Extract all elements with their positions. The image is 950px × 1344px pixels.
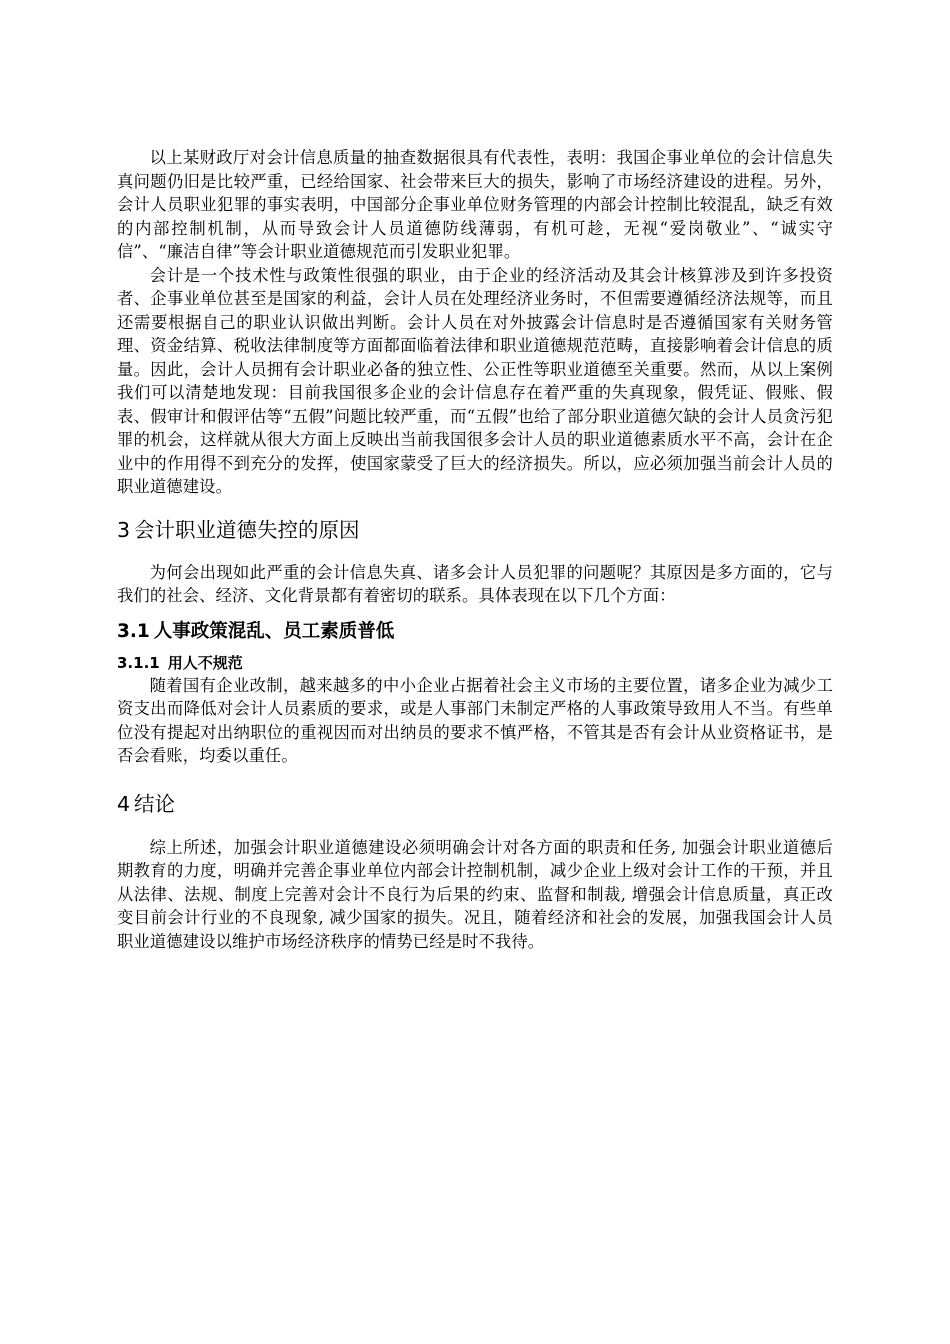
section-number: 3.1.1 <box>117 653 160 672</box>
paragraph-causes-intro: 为何会出现如此严重的会计信息失真、诸多会计人员犯罪的问题呢？其原因是多方面的，它与我们的社会、经济、文化背景都有着密切的联系。具体表现在以下几个方面： <box>117 562 833 605</box>
paragraph-hiring-irregular: 随着国有企业改制，越来越多的中小企业占据着社会主义市场的主要位置，诸多企业为减少工资支出而降低对会计人员素质的要求，或是人事部门未制定严格的人事政策导致用人不当。有些单位没有提起对出纳职位的重视因而对出纳员的要求不慎严格，不管其是否有会计从业资格证书，是否会看账，均委以重任。 <box>117 675 833 765</box>
section-heading-3 <box>117 516 833 544</box>
document-page <box>117 146 833 953</box>
paragraph-survey-analysis: 以上某财政厅对会计信息质量的抽查数据很具有代表性，表明：我国企事业单位的会计信息失真问题仍旧是比较严重，已经给国家、社会带来巨大的损失，影响了市场经济建设的进程。另外，会计人员职业犯罪的事实表明，中国部分企事业单位财务管理的内部会计控制比较混乱，缺乏有效的内部控制机制，从而导致会计人员道德防线薄弱，有机可趁，无视“爱岗敬业”、“诚实守信”、“廉洁自律”等会计职业道德规范而引发职业犯罪。 <box>117 148 833 261</box>
section-title: 用人不规范 <box>167 653 243 672</box>
section-title: 结论 <box>134 791 176 816</box>
paragraph-accounting-profession: 会计是一个技术性与政策性很强的职业，由于企业的经济活动及其会计核算涉及到许多投资者、企事业单位甚至是国家的利益，会计人员在处理经济业务时，不但需要遵循经济法规等，而且还需要根据自己的职业认识做出判断。会计人员在对外披露会计信息时是否遵循国家有关财务管理、资金结算、税收法律制度等方面都面临着法律和职业道德规范范畴，直接影响着会计信息的质量。因此，会计人员拥有会计职业必备的独立性、公正性等职业道德至关重要。然而，从以上案例我们可以清楚地发现：目前我国很多企业的会计信息存在着严重的失真现象，假凭证、假账、假表、假审计和假评估等“五假”问题比较严重，而“五假”也给了部分职业道德欠缺的会计人员贪污犯罪的机会，这样就从很大方面上反映出当前我国很多会计人员的职业道德素质水平不高，会计在企业中的作用得不到充分的发挥，使国家蒙受了巨大的经济损失。所以，应必须加强当前会计人员的职业道德建设。 <box>117 265 833 496</box>
section-title: 人事政策混乱、员工素质普低 <box>153 620 395 642</box>
section-heading-3-1 <box>117 619 833 645</box>
section-number: 3 <box>117 517 131 542</box>
section-number: 4 <box>117 791 131 816</box>
section-number: 3.1 <box>117 620 150 642</box>
section-heading-3-1-1 <box>117 652 833 674</box>
section-heading-4 <box>117 790 833 818</box>
paragraph-conclusion: 综上所述，加强会计职业道德建设必须明确会计对各方面的职责和任务, 加强会计职业道德后期教育的力度，明确并完善企事业单位内部会计控制机制，减少企业上级对会计工作的干预，并且从法律、法规、制度上完善对会计不良行为后果的约束、监督和制裁, 增强会计信息质量，真正改变目前会计行业的不良现象, 减少国家的损失。况且，随着经济和社会的发展，加强我国会计人员职业道德建设以维护市场经济秩序的情势已经是时不我待。 <box>117 837 833 951</box>
section-title: 会计职业道德失控的原因 <box>134 517 360 542</box>
